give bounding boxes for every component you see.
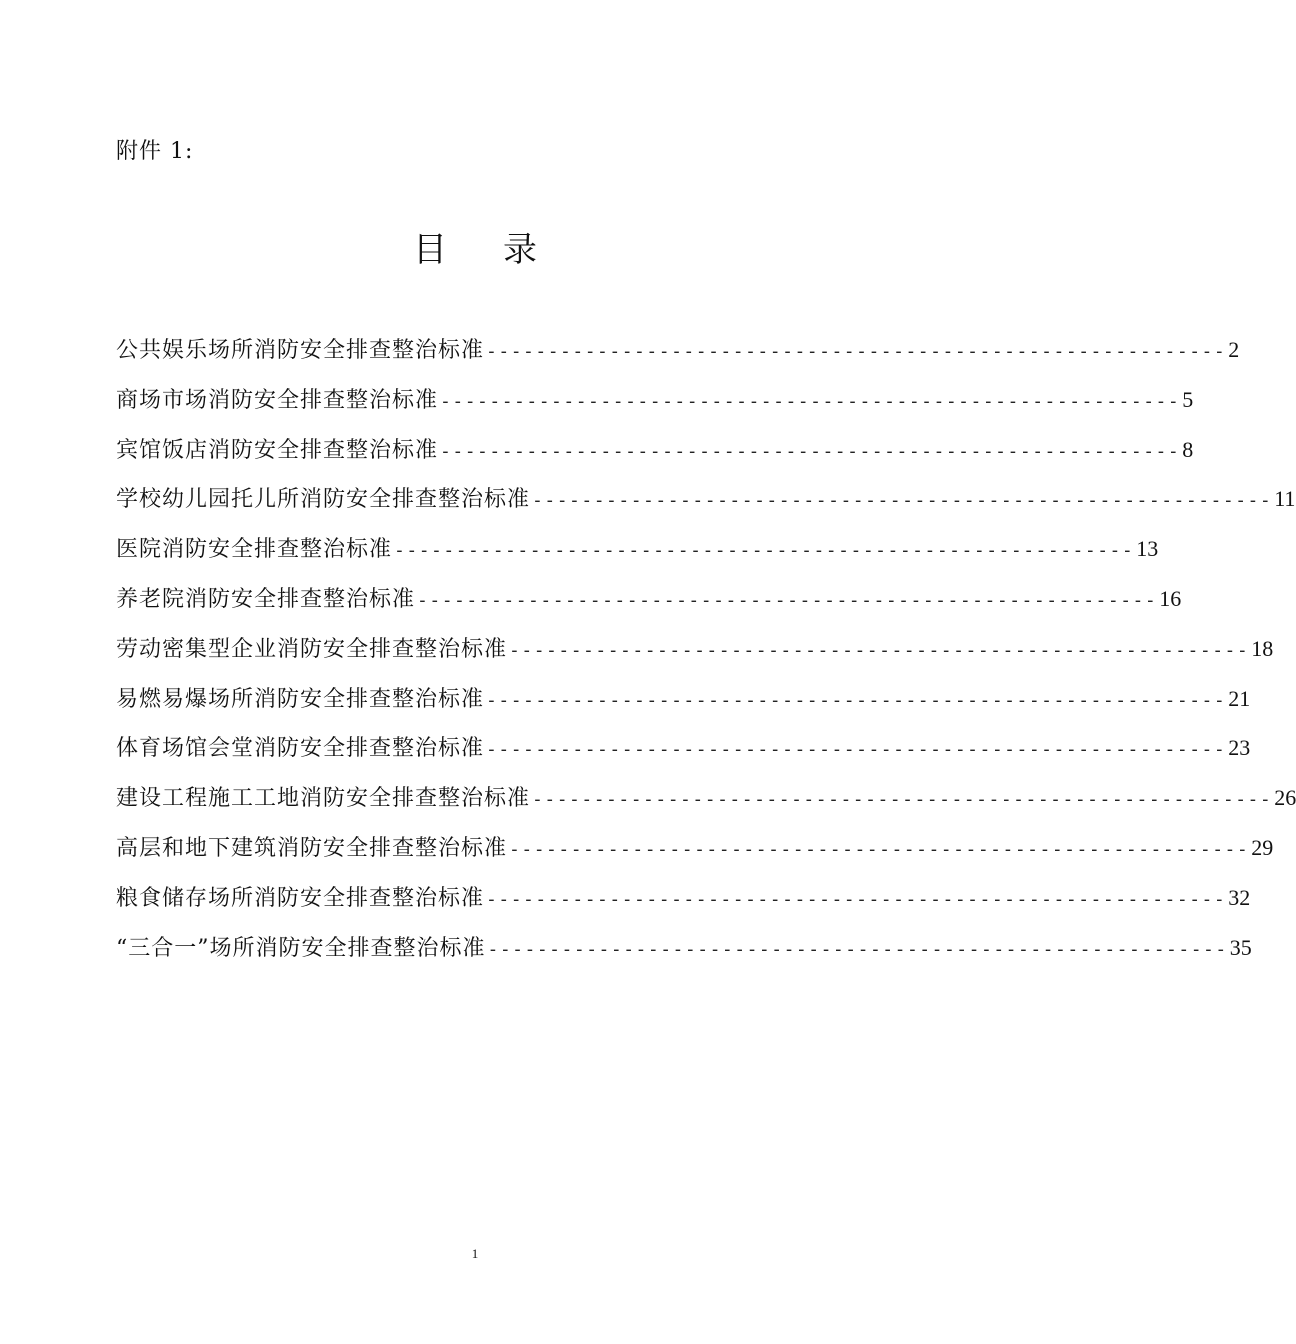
toc-entry[interactable] [116, 830, 1274, 880]
toc-entry-page: 8 [1182, 436, 1194, 462]
toc-entry-page: 35 [1229, 934, 1252, 960]
dot-leader: ------------------------------------------------------------ [509, 639, 1250, 661]
dot-leader: ------------------------------------------------------------ [417, 589, 1158, 611]
toc-entry[interactable] [116, 481, 1296, 531]
dot-leader: ------------------------------------------------------------ [486, 689, 1227, 711]
toc-entry[interactable] [116, 531, 1159, 581]
toc-entry-title: 商场市场消防安全排查整治标准 [116, 387, 439, 413]
table-of-contents [116, 332, 1296, 979]
dot-leader: ------------------------------------------------------------ [532, 490, 1273, 512]
toc-entry-title: 公共娱乐场所消防安全排查整治标准 [116, 338, 485, 363]
toc-entry-title: 宾馆饭店消防安全排查整治标准 [116, 437, 439, 463]
toc-entry-page: 18 [1251, 635, 1274, 661]
attachment-label: 附件 1: [116, 139, 194, 164]
toc-entry[interactable] [116, 581, 1182, 631]
toc-entry-page: 26 [1274, 785, 1296, 811]
toc-entry[interactable] [116, 382, 1194, 432]
dot-leader: ------------------------------------------------------------ [532, 789, 1273, 811]
toc-entry[interactable] [116, 930, 1252, 980]
toc-entry[interactable] [116, 780, 1296, 830]
toc-entry-title: 劳动密集型企业消防安全排查整治标准 [116, 636, 508, 662]
page-title [0, 226, 950, 274]
dot-leader: ------------------------------------------------------------ [486, 341, 1227, 362]
toc-entry-title: 学校幼儿园托儿所消防安全排查整治标准 [116, 487, 531, 513]
dot-leader: ------------------------------------------------------------ [440, 390, 1181, 412]
toc-entry[interactable] [116, 332, 1240, 382]
dot-leader: ------------------------------------------------------------ [509, 838, 1250, 860]
dot-leader: ------------------------------------------------------------ [440, 440, 1181, 462]
toc-entry-page: 5 [1182, 386, 1194, 412]
toc-entry-page: 32 [1228, 884, 1251, 910]
title-char-2: 录 [503, 230, 537, 270]
toc-entry-title: 体育场馆会堂消防安全排查整治标准 [116, 736, 485, 762]
dot-leader: ------------------------------------------------------------ [486, 888, 1227, 910]
toc-entry-page: 21 [1228, 685, 1251, 711]
toc-entry[interactable] [116, 631, 1274, 681]
page-number: 1 [471, 1246, 479, 1261]
dot-leader: ------------------------------------------------------------ [486, 739, 1227, 761]
toc-entry-title: 易燃易爆场所消防安全排查整治标准 [116, 686, 485, 712]
toc-entry[interactable] [116, 681, 1251, 731]
toc-entry-title: 建设工程施工工地消防安全排查整治标准 [116, 786, 531, 812]
toc-entry-title: “三合一”场所消防安全排查整治标准 [116, 935, 486, 961]
toc-entry-page: 23 [1228, 735, 1251, 761]
toc-entry-title: 高层和地下建筑消防安全排查整治标准 [116, 835, 508, 861]
toc-entry-page: 11 [1274, 486, 1296, 512]
dot-leader: ------------------------------------------------------------ [394, 540, 1135, 562]
toc-entry-page: 2 [1228, 337, 1240, 362]
toc-entry-title: 粮食储存场所消防安全排查整治标准 [116, 885, 485, 911]
toc-entry[interactable] [116, 730, 1251, 780]
title-char-1: 目 [413, 230, 447, 270]
toc-entry-page: 29 [1251, 834, 1274, 860]
toc-entry-title: 养老院消防安全排查整治标准 [116, 586, 416, 612]
toc-entry-page: 13 [1136, 536, 1159, 562]
toc-entry[interactable] [116, 432, 1194, 482]
dot-leader: ------------------------------------------------------------ [487, 938, 1228, 960]
toc-entry-title: 医院消防安全排查整治标准 [116, 537, 393, 563]
toc-entry[interactable] [116, 880, 1251, 930]
toc-entry-page: 16 [1159, 585, 1182, 611]
